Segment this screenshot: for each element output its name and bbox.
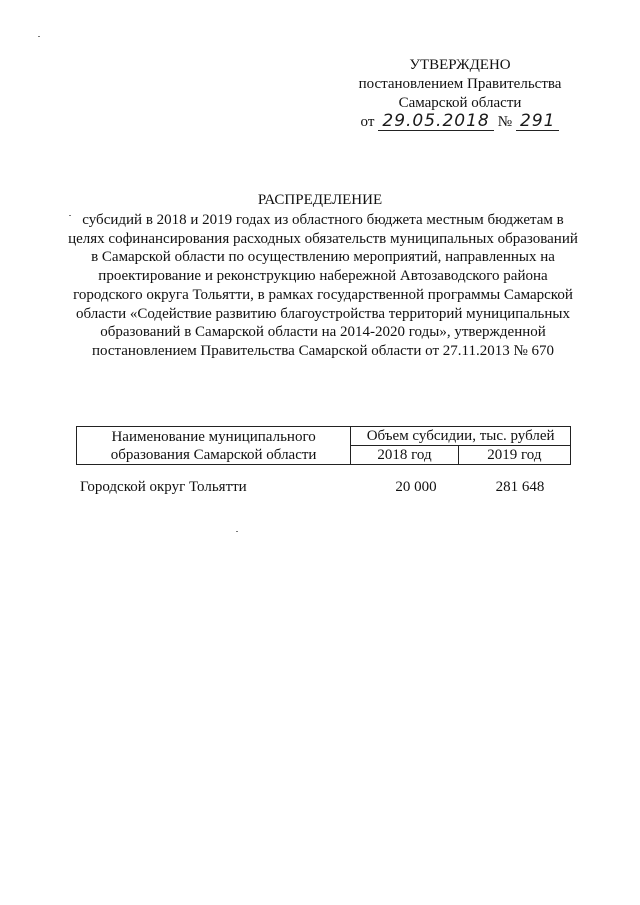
scan-speck [236,531,238,532]
handwritten-date: 29.05.2018 [378,113,493,131]
approval-line-2: Самарской области [398,95,522,111]
document-title: РАСПРЕДЕЛЕНИЕ [257,192,383,208]
scan-speck [38,36,40,37]
header-subsidy-volume: Объем субсидии, тыс. рублей [351,427,571,446]
row-municipality-name: Городской округ Тольятти [80,479,247,495]
header-year-2019: 2019 год [458,446,570,465]
handwritten-number: 291 [516,113,559,131]
approval-line-1: постановлением Правительства [358,76,562,92]
approval-block [340,56,580,132]
scan-speck [69,215,71,216]
approval-heading: УТВЕРЖДЕНО [409,57,511,73]
date-prefix: от [360,114,375,130]
document-subtitle: субсидий в 2018 и 2019 годах из областного бюджета местным бюджетам в целях софинансирования расходных обязательств муниципальных образований в Самарской области по осуществлению мероприятий, направленных на проектирование и реконструкцию набережной Автозаводского района городского округа Тольятти, в рамках государственной программы Самарской области «Содействие развитию благоустройства территорий муниципальных образований в Самарской области на 2014-2020 годы», утвержденной постановлением Правительства Самарской области от 27.11.2013 № 670 [68,212,578,359]
number-prefix: № [497,114,513,130]
row-value-2018: 20 000 [395,479,437,495]
header-municipality: Наименование муниципального образования Самарской области [77,427,351,465]
approval-date-line [340,113,580,132]
row-value-2019: 281 648 [495,479,545,495]
subsidy-table-header [76,426,571,465]
header-year-2018: 2018 год [351,446,459,465]
